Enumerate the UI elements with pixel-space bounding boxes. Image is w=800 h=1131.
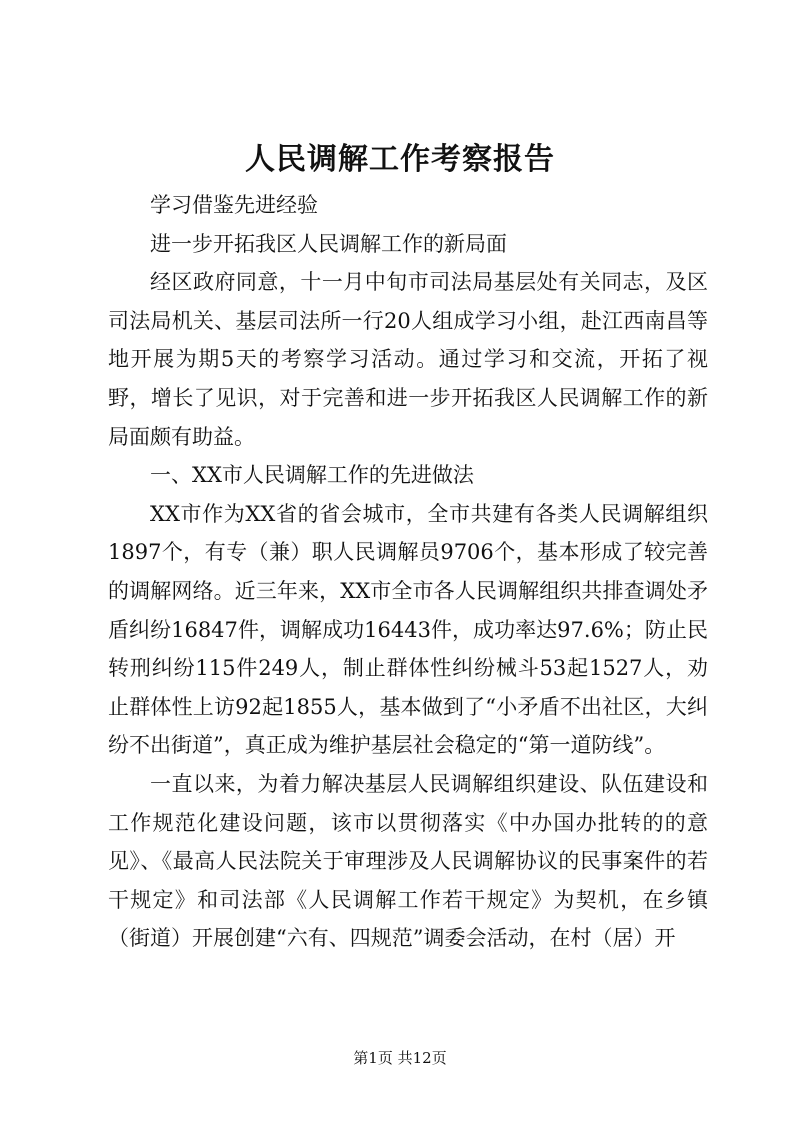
document-title: 人民调解工作考察报告 [245, 142, 555, 177]
paragraph-measures: 一直以来，为着力解决基层人民调解组织建设、队伍建设和工作规范化建设问题，该市以贯彻落实《中办国办批转的的意见》、《最高人民法院关于审理涉及人民调解协议的民事案件的若干规定》和司法部《人民调解工作若干规定》为契机，在乡镇（街道）开展创建“六有、四规范”调委会活动，在村（居）开 [108, 771, 708, 951]
paragraph-subtitle-2: 进一步开拓我区人民调解工作的新局面 [150, 231, 507, 256]
page-number-footer: 第1页 共12页 [353, 1049, 447, 1067]
paragraph-statistics: XX市作为XX省的省会城市，全市共建有各类人民调解组织1897个，有专（兼）职人民调解员9706个，基本形成了较完善的调解网络。近三年来，XX市全市各人民调解组织共排查调处矛盾纠纷16847件，调解成功16443件，成功率达97.6%；防止民转刑纠纷115件249人，制止群体性纠纷械斗53起1527人，劝止群体性上访92起1855人，基本做到了“小矛盾不出社区，大纠纷不出街道”，真正成为维护基层社会稳定的“第一道防线”。 [108, 501, 708, 758]
section-heading: 一、XX市人民调解工作的先进做法 [150, 463, 474, 488]
document-body [108, 186, 708, 958]
paragraph-subtitle-1: 学习借鉴先进经验 [150, 193, 318, 217]
paragraph-intro: 经区政府同意，十一月中旬市司法局基层处有关同志，及区司法局机关、基层司法所一行20人组成学习小组，赴江西南昌等地开展为期5天的考察学习活动。通过学习和交流，开拓了视野，增长了见识，对于完善和进一步开拓我区人民调解工作的新局面颇有助益。 [108, 270, 708, 449]
